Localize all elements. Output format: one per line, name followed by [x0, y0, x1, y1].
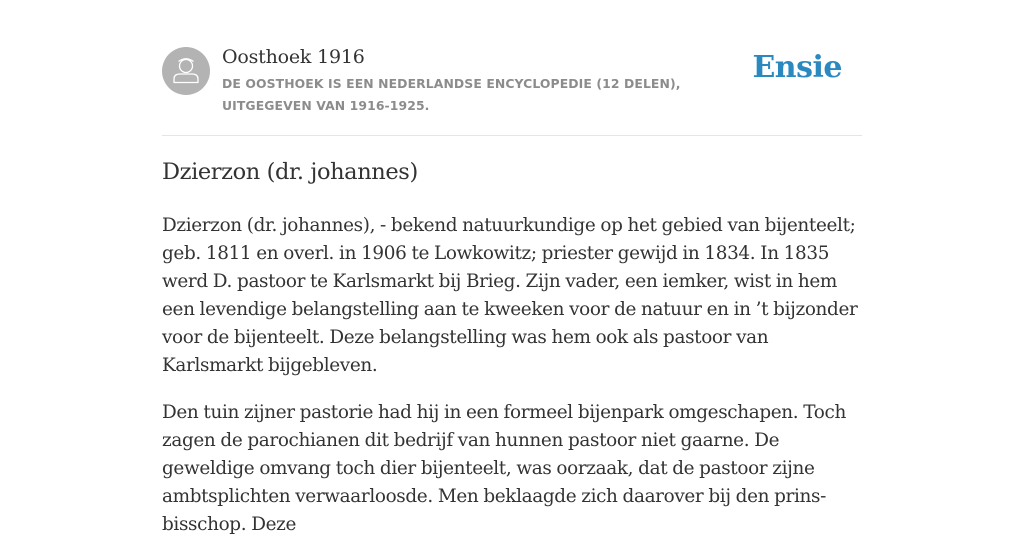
- article-title: Dzierzon (dr. johannes): [162, 159, 418, 185]
- user-avatar-icon[interactable]: [162, 47, 210, 95]
- person-outline-icon: [162, 47, 210, 95]
- ensie-logo[interactable]: Ensie: [752, 50, 842, 85]
- source-title[interactable]: Oosthoek 1916: [222, 46, 365, 68]
- header-divider: [162, 135, 862, 136]
- article-paragraph: Den tuin zijner pastorie had hij in een formeel bijenpark omgeschapen. Toch zagen de parochianen dit bedrijf van hunnen pastoor niet gaarne. De geweldige omvang toch dier bijenteelt, was oorzaak, dat de pastoor zijne ambtsplichten verwaarloosde. Men beklaagde zich daarover bij den prins-bisschop. Deze: [162, 402, 846, 535]
- source-header: [162, 44, 862, 134]
- article-body: [162, 212, 862, 558]
- article-paragraph: Dzierzon (dr. johannes), - bekend natuurkundige op het gebied van bijenteelt; geb. 1811 en overl. in 1906 te Lowkowitz; priester gewijd in 1834. In 1835 werd D. pastoor te Karlsmarkt bij Brieg. Zijn vader, een iemker, wist in hem een levendige belangstelling aan te kweeken voor de natuur en in ’t bijzonder voor de bijenteelt. Deze belangstelling was hem ook als pastoor van Karlsmarkt bijgebleven.: [162, 215, 858, 376]
- source-description: DE OOSTHOEK IS EEN NEDERLANDSE ENCYCLOPEDIE (12 DELEN), UITGEGEVEN VAN 1916-1925.: [222, 76, 681, 113]
